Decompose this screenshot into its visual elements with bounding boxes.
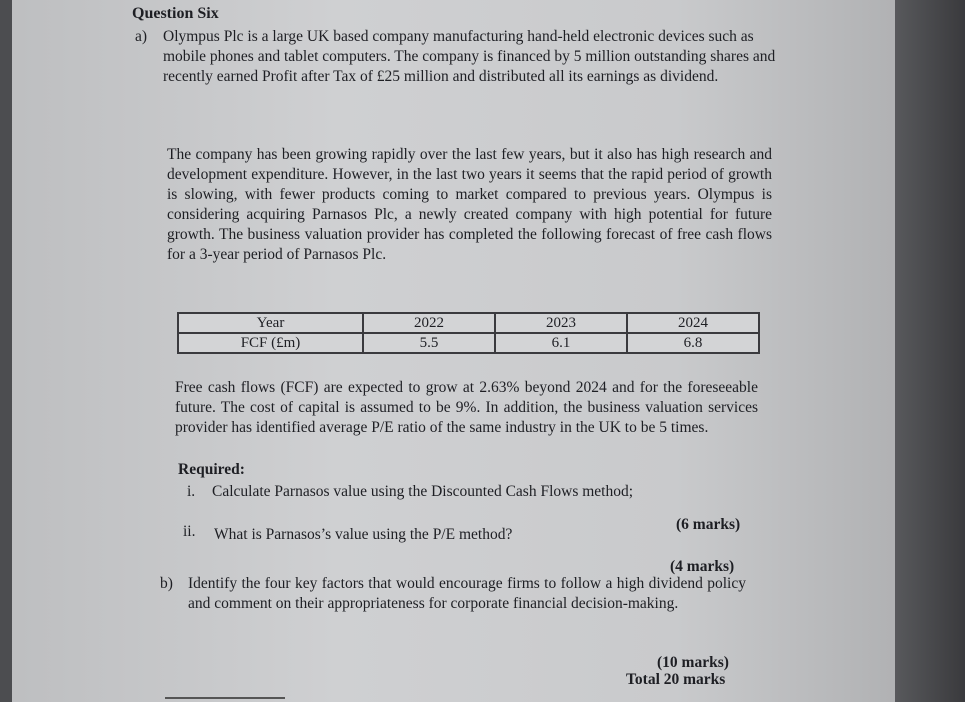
- desk-background-left: [0, 0, 12, 702]
- part-a-paragraph-3: Free cash flows (FCF) are expected to grow at 2.63% beyond 2024 and for the foreseeable future. The cost of capital is assumed to be 9%. In addition, the business valuation services provider has identified average P/E ratio of the same industry in the UK to be 5 times.: [175, 379, 758, 436]
- part-a-paragraph-1: Olympus Plc is a large UK based company manufacturing hand-held electronic devices such as mobile phones and tablet computers. The company is financed by 5 million outstanding shares and recently earned Profit after Tax of £25 million and distributed all its earnings as dividend.: [163, 28, 776, 85]
- table-cell-year-2022: 2022: [363, 313, 495, 333]
- part-b-paragraph: Identify the four key factors that would encourage firms to follow a high dividend policy and comment on their appropriateness for corporate financial decision-making.: [188, 575, 746, 612]
- item-ii-marks: (4 marks): [670, 558, 735, 575]
- item-ii-text: What is Parnasos’s value using the P/E method?: [214, 526, 513, 543]
- required-heading: Required:: [178, 461, 245, 478]
- table-cell-fcf-label: FCF (£m): [178, 333, 363, 353]
- table-row-year: [178, 313, 759, 333]
- table-cell-year-2023: 2023: [495, 313, 627, 333]
- part-b-marks: (10 marks): [657, 654, 729, 671]
- item-ii-number: ii.: [183, 523, 196, 540]
- item-i-number: i.: [187, 483, 196, 500]
- table-cell-fcf-2024: 6.8: [627, 333, 759, 353]
- total-marks: Total 20 marks: [626, 671, 726, 688]
- part-a-label: a): [135, 28, 148, 45]
- item-i-text: Calculate Parnasos value using the Discounted Cash Flows method;: [212, 483, 634, 500]
- part-b-label: b): [160, 575, 173, 592]
- table-cell-fcf-2022: 5.5: [363, 333, 495, 353]
- table-cell-year-label: Year: [178, 313, 363, 333]
- part-a-paragraph-2: The company has been growing rapidly over the last few years, but it also has high research and development expenditure. However, in the last two years it seems that the rapid period of growth is slowing, with fewer products coming to market compared to previous years. Olympus is considering acquiring Parnasos Plc, a newly created company with high potential for future growth. The business valuation provider has completed the following forecast of free cash flows for a 3-year period of Parnasos Plc.: [167, 146, 772, 263]
- item-i-marks: (6 marks): [676, 516, 741, 533]
- desk-background-right: [895, 0, 965, 702]
- table-row-fcf: [178, 333, 759, 353]
- bottom-rule-line: [165, 697, 285, 699]
- table-cell-year-2024: 2024: [627, 313, 759, 333]
- question-heading: Question Six: [132, 5, 219, 22]
- table-cell-fcf-2023: 6.1: [495, 333, 627, 353]
- fcf-forecast-table: [177, 312, 760, 354]
